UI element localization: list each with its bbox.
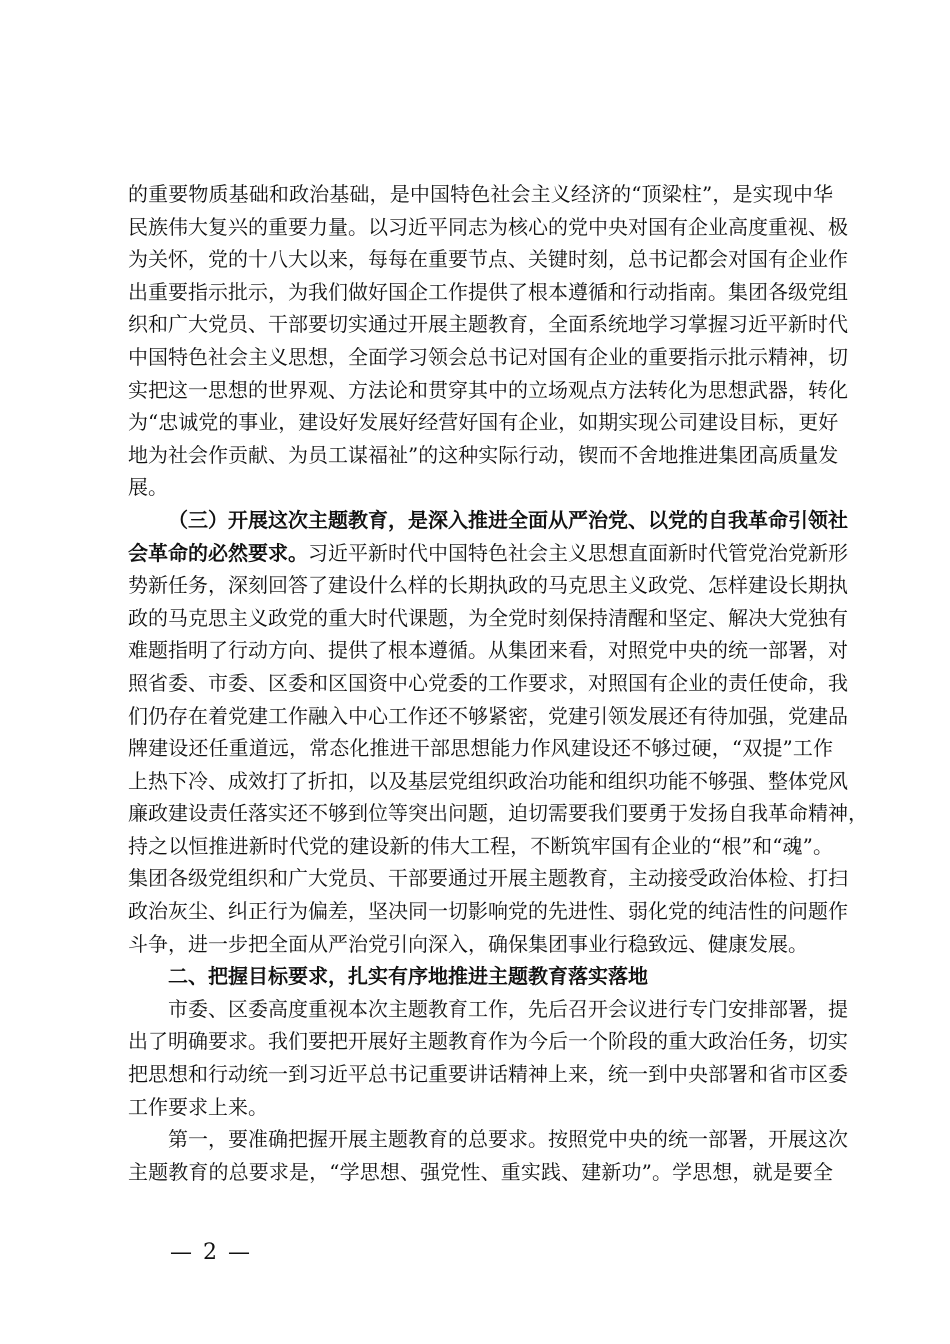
section-heading: 二、把握目标要求，扎实有序地推进主题教育落实落地 — [168, 964, 648, 989]
body-line: 出了明确要求。我们要把开展好主题教育作为今后一个阶段的重大政治任务，切实 — [128, 1029, 848, 1054]
body-line: 为关怀，党的十八大以来，每每在重要节点、关键时刻，总书记都会对国有企业作 — [128, 247, 848, 272]
body-line: 照省委、市委、区委和区国资中心党委的工作要求，对照国有企业的责任使命，我 — [128, 670, 848, 695]
page-number: — 2 — — [170, 1240, 252, 1265]
body-line: 实把这一思想的世界观、方法论和贯穿其中的立场观点方法转化为思想武器，转化 — [128, 377, 848, 402]
body-line — [128, 537, 848, 570]
body-line: 集团各级党组织和广大党员、干部要通过开展主题教育，主动接受政治体检、打扫 — [128, 866, 848, 891]
body-line: 们仍存在着党建工作融入中心工作还不够紧密，党建引领发展还有待加强，党建品 — [128, 703, 848, 728]
body-line: 政的马克思主义政党的重大时代课题，为全党时刻保持清醒和坚定、解决大党独有 — [128, 605, 848, 630]
body-line: 的重要物质基础和政治基础，是中国特色社会主义经济的“顶梁柱”，是实现中华 — [128, 182, 833, 206]
body-line: 展。 — [128, 475, 168, 500]
body-line: 斗争，进一步把全面从严治党引向深入，确保集团事业行稳致远、健康发展。 — [128, 931, 808, 956]
section-lead-text: 会革命的必然要求。 — [128, 540, 308, 565]
body-line: 为“忠诚党的事业，建设好发展好经营好国有企业，如期实现公司建设目标，更好 — [128, 410, 839, 435]
body-line: 织和广大党员、干部要切实通过开展主题教育，全面系统地学习掌握习近平新时代 — [128, 312, 848, 337]
body-line: 中国特色社会主义思想，全面学习领会总书记对国有企业的重要指示批示精神，切 — [128, 344, 848, 369]
body-line: 地为社会作贡献、为员工谋福祉”的这种实际行动，锲而不舍地推进集团高质量发 — [128, 442, 839, 467]
body-line: 牌建设还任重道远，常态化推进干部思想能力作风建设还不够过硬，“双提”工作 — [128, 736, 833, 761]
body-line: 把思想和行动统一到习近平总书记重要讲话精神上来，统一到中央部署和省市区委 — [128, 1062, 848, 1087]
body-line: 难题指明了行动方向、提供了根本遵循。从集团来看，对照党中央的统一部署，对 — [128, 638, 848, 663]
body-line: 民族伟大复兴的重要力量。以习近平同志为核心的党中央对国有企业高度重视、极 — [128, 214, 848, 239]
body-line: 廉政建设责任落实还不够到位等突出问题，迫切需要我们要勇于发扬自我革命精神， — [128, 801, 868, 826]
body-line: 第一，要准确把握开展主题教育的总要求。按照党中央的统一部署，开展这次 — [168, 1127, 848, 1152]
body-line: 主题教育的总要求是，“学思想、强党性、重实践、建新功”。学思想，就是要全 — [128, 1159, 833, 1184]
body-text: 习近平新时代中国特色社会主义思想直面新时代管党治党新形 — [308, 540, 848, 565]
body-line: 政治灰尘、纠正行为偏差，坚决同一切影响党的先进性、弱化党的纯洁性的问题作 — [128, 899, 848, 924]
body-line: 工作要求上来。 — [128, 1094, 268, 1119]
body-line: 持之以恒推进新时代党的建设新的伟大工程，不断筑牢国有企业的“根”和“魂”。 — [128, 833, 833, 858]
document-page — [128, 178, 868, 1188]
body-line: 出重要指示批示，为我们做好国企工作提供了根本遵循和行动指南。集团各级党组 — [128, 279, 848, 304]
body-line: 上热下冷、成效打了折扣，以及基层党组织政治功能和组织功能不够强、整体党风 — [128, 768, 848, 793]
body-line: 市委、区委高度重视本次主题教育工作，先后召开会议进行专门安排部署，提 — [168, 996, 848, 1021]
section-lead-line: （三）开展这次主题教育，是深入推进全面从严治党、以党的自我革命引领社 — [168, 507, 848, 532]
body-line: 势新任务，深刻回答了建设什么样的长期执政的马克思主义政党、怎样建设长期执 — [128, 573, 848, 598]
